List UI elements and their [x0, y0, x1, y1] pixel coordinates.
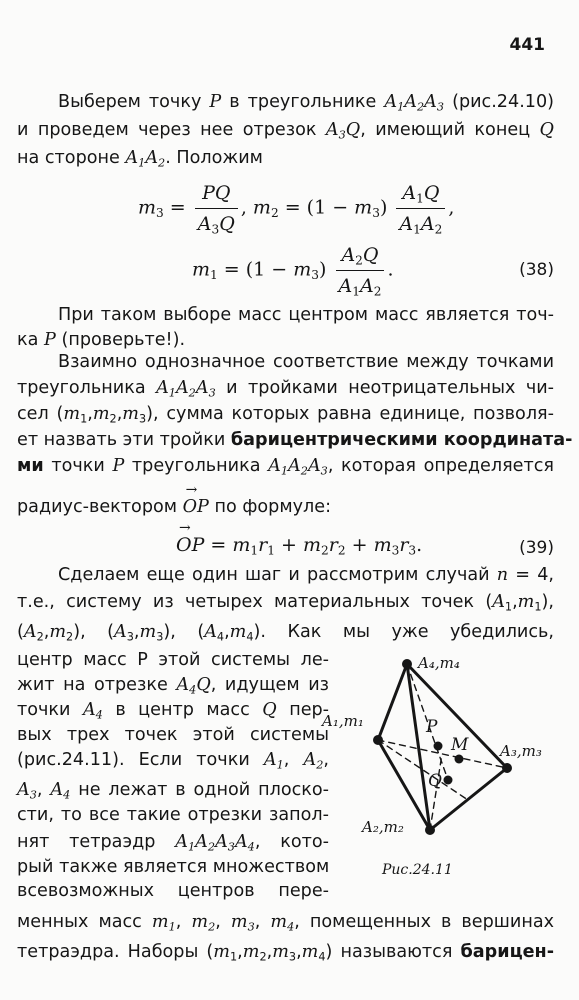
text-line: треугольника $A_1A_2A_3$ и тройками неотрицательных чи- [17, 378, 555, 400]
text-line: вых трех точек этой системы [17, 725, 329, 745]
edge-a1-a3-hidden [378, 740, 507, 768]
text-line: сел $(m_1,m_2,m_3)$, сумма которых равна единице, позволя- [17, 404, 554, 426]
text-line: менных масс $m_1$, $m_2$, $m_3$, $m_4$, помещенных в вершинах [17, 912, 555, 934]
vertex-a4 [402, 659, 412, 669]
equation-number-38: (38) [519, 260, 554, 280]
formula-38-line2: $m_1 = (1 - m_3)$ $\frac{A_2Q}{A_1A_2}$ . [192, 244, 394, 299]
text-line: тетраэдра. Наборы $(m_1,m_2,m_3,m_4)$ называются барицен- [17, 942, 554, 964]
label-q: Q [428, 771, 442, 791]
text-line: жит на отрезке $A_4Q$, идущем из [17, 675, 329, 697]
text-line: всевозможных центров пере- [17, 881, 329, 901]
text-line: ет назвать эти тройки барицентрическими координата- [17, 430, 573, 450]
vertex-a1 [373, 735, 383, 745]
point-m [455, 755, 464, 764]
equation-number-39: (39) [519, 538, 554, 558]
label-a3: A₃,m₃ [500, 742, 542, 760]
text-line: Сделаем еще один шаг и рассмотрим случай n = 4, [58, 565, 554, 585]
label-m: M [451, 735, 469, 755]
text-line: на стороне $A_1A_2$. Положим [17, 148, 263, 170]
page-number: 441 [509, 35, 545, 55]
edge-a1-a2 [378, 740, 430, 830]
text-line: радиус-вектором → OP по формуле: [17, 495, 554, 520]
point-q [444, 776, 453, 785]
text-line: ка P (проверьте!). [17, 330, 186, 350]
formula-39: → OP = $m_1r_1 + m_2r_2 + m_3r_3$. [176, 533, 422, 558]
label-a4: A₄,m₄ [418, 654, 460, 672]
tetrahedron-figure [320, 650, 570, 840]
text-line: сти, то все такие отрезки запол- [17, 805, 329, 825]
vertex-a3 [502, 763, 512, 773]
text-line: Выберем точку P в треугольнике $A_1A_2A_3$ (рис.24.10) [58, 92, 555, 114]
text-line: ми точки P треугольника $A_1A_2A_3$, которая определяется [17, 456, 555, 478]
edge-a4-a1 [378, 664, 407, 740]
label-a1: A₁,m₁ [322, 712, 364, 730]
point-p [434, 742, 443, 751]
text-line: (рис.24.11). Если точки $A_1$, $A_2$, [17, 750, 330, 772]
label-p: P [426, 717, 438, 737]
text-line: центр масс P этой системы ле- [17, 650, 329, 670]
text-line: $A_3$, $A_4$ не лежат в одной плоско- [17, 780, 329, 802]
text-line: точки $A_4$ в центр масс Q пер- [17, 700, 330, 722]
median-line [430, 754, 442, 830]
text-line: $(A_2,m_2)$, $(A_3,m_3)$, $(A_4,m_4)$. Как мы уже убедились, [17, 622, 555, 644]
text-line: Взаимно однозначное соответствие между точками [58, 352, 554, 372]
text-line: рый также является множеством [17, 857, 330, 877]
formula-38-line1: $m_3$ = $\frac{PQ}{A_3Q}$ , $m_2 = (1 - m_3)$ $\frac{A_1Q}{A_1A_2}$ , [138, 182, 455, 237]
label-a2: A₂,m₂ [362, 818, 404, 836]
text-line: и проведем через нее отрезок $A_3Q$, имеющий конец Q [17, 120, 554, 142]
text-line: нят тетраэдр $A_1A_2A_3A_4$, кото- [17, 832, 330, 854]
text-line: При таком выборе масс центром масс является точ- [58, 305, 554, 325]
figure-caption: Рис.24.11 [382, 862, 453, 878]
vertex-a2 [425, 825, 435, 835]
text-line: т.е., систему из четырех материальных точек $(A_1,m_1)$, [17, 592, 554, 614]
